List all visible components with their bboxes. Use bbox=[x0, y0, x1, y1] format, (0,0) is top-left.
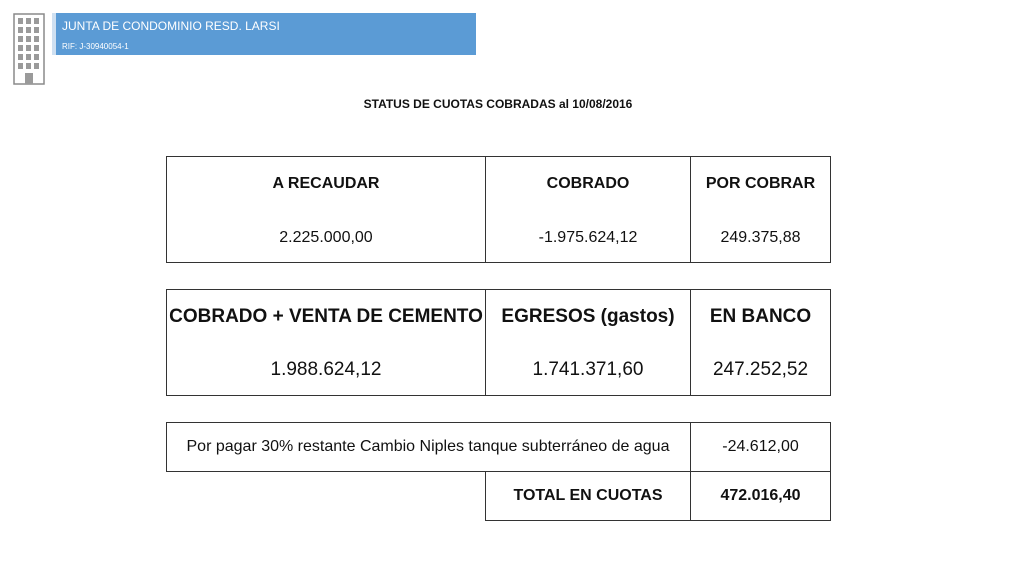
value-cobrado-venta-cemento: 1.988.624,12 bbox=[270, 359, 382, 381]
value-en-banco: 247.252,52 bbox=[712, 359, 809, 381]
header-a-recaudar: A RECAUDAR bbox=[272, 175, 380, 193]
report-title: STATUS DE CUOTAS COBRADAS al 10/08/2016 bbox=[363, 97, 633, 111]
header-banner bbox=[52, 13, 476, 55]
total-value: 472.016,40 bbox=[720, 487, 801, 505]
header-egresos: EGRESOS (gastos) bbox=[501, 305, 675, 327]
value-cobrado: -1.975.624,12 bbox=[538, 228, 638, 246]
rif-number: RIF: J-30940054-1 bbox=[62, 42, 129, 51]
value-egresos: 1.741.371,60 bbox=[532, 359, 644, 381]
header-en-banco: EN BANCO bbox=[709, 305, 812, 327]
total-label: TOTAL EN CUOTAS bbox=[513, 487, 663, 505]
value-a-recaudar: 2.225.000,00 bbox=[279, 228, 373, 246]
pending-payment-label: Por pagar 30% restante Cambio Niples tanque subterráneo de agua bbox=[186, 438, 670, 456]
building-icon bbox=[13, 13, 45, 85]
header-por-cobrar: POR COBRAR bbox=[705, 175, 816, 193]
value-por-cobrar: 249.375,88 bbox=[720, 228, 801, 246]
header-cobrado: COBRADO bbox=[546, 175, 630, 193]
pending-payment-value: -24.612,00 bbox=[722, 438, 799, 456]
org-name: JUNTA DE CONDOMINIO RESD. LARSI bbox=[62, 19, 280, 33]
header-cobrado-venta-cemento: COBRADO + VENTA DE CEMENTO bbox=[169, 305, 483, 327]
